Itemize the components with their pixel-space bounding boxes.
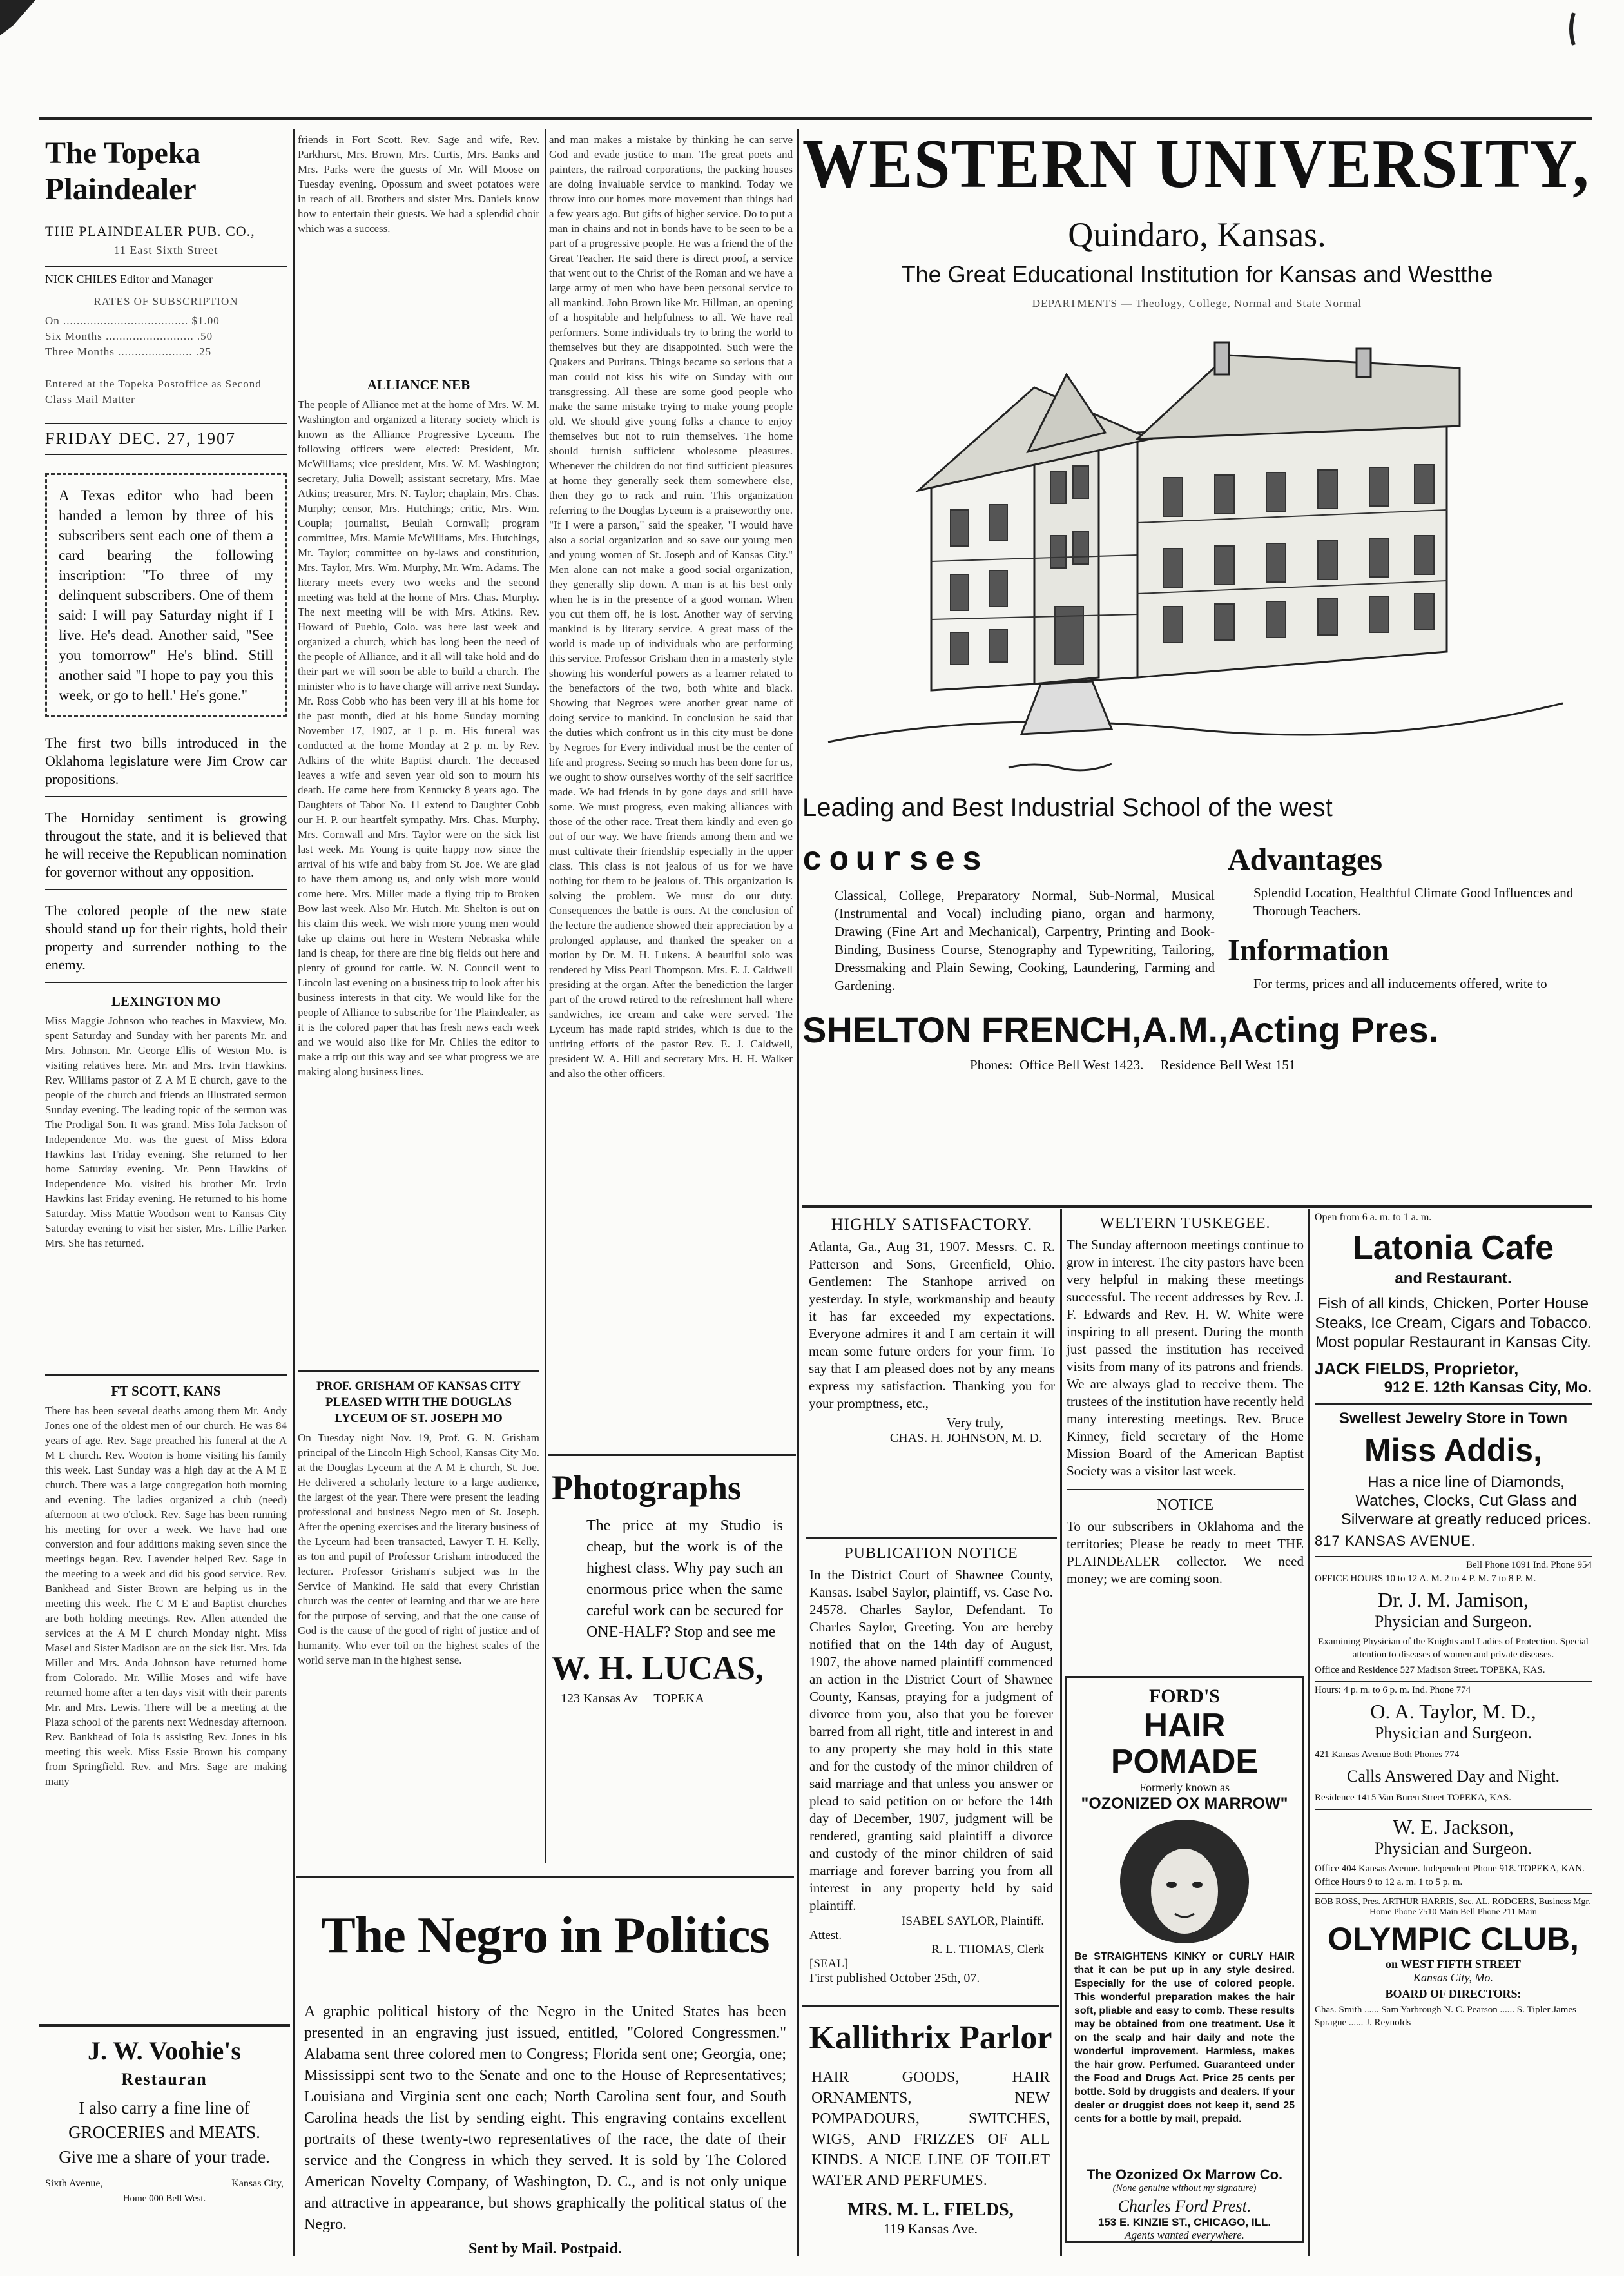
pomade-formerly: Formerly known as bbox=[1139, 1781, 1230, 1794]
latonia-proprietor: JACK FIELDS, Proprietor, bbox=[1315, 1359, 1519, 1378]
editor-line: NICK CHILES Editor and Manager bbox=[45, 266, 287, 286]
addis-tagline: Swellest Jewelry Store in Town bbox=[1339, 1410, 1568, 1427]
photographs-ad bbox=[548, 1454, 796, 1866]
notice-text: To our subscribers in Oklahoma and the territories; Please be ready to meet THE PLAINDEALER collector. We need money; we are coming soon. bbox=[1067, 1519, 1304, 1586]
advantages-text: Splendid Location, Healthful Climate Good Influences and Thorough Teachers. bbox=[1253, 885, 1574, 919]
pomade-brand: FORD'S bbox=[1148, 1686, 1220, 1707]
jackson-office: Office 404 Kansas Avenue. Independent Phone 918. TOPEKA, KAN. bbox=[1315, 1863, 1585, 1874]
jamison-name: Dr. J. M. Jamison, bbox=[1378, 1588, 1529, 1611]
satisfactory-signoff: Very truly, bbox=[946, 1415, 1003, 1430]
jamison-phones: Bell Phone 1091 Ind. Phone 954 bbox=[1466, 1560, 1592, 1570]
jamison-note: Examining Physician of the Knights and Ladies of Protection. Special attention to diseases of women and private diseases. bbox=[1318, 1637, 1589, 1660]
addis-address: 817 KANSAS AVENUE. bbox=[1315, 1533, 1476, 1549]
photographs-address: 123 Kansas Av TOPEKA bbox=[561, 1691, 704, 1706]
date-line: FRIDAY DEC. 27, 1907 bbox=[45, 423, 287, 455]
item-horniday: The Horniday sentiment is growing througout the state, and it is believed that he will receive the Republican nomination for governor without any opposition. bbox=[45, 809, 287, 890]
advantages-heading: Advantages bbox=[1228, 842, 1383, 877]
publisher-line: THE PLAINDEALER PUB. CO., bbox=[45, 223, 255, 239]
satisfactory-text: Atlanta, Ga., Aug 31, 1907. Messrs. C. R. Patterson and Sons, Greenfield, Ohio. Gentlemen: The Stanhope arrived on yesterday. In style, workmanship and beauty it has far exceeded my expectations. Everyone admires it and I am certain it will mean some future orders for your firm. To say that I am pleased does not by any means express my satisfaction. Thanking you for your promptness, etc., bbox=[809, 1239, 1055, 1411]
col2-top-text: friends in Fort Scott. Rev. Sage and wife, Rev. Parkhurst, Mrs. Brown, Mrs. Curtis, Mrs. Banks and Mrs. Parks were the guests of Mr. Will Moose on Tuesday evening. Opossum and sweet potatoes were in reach of all. Brothers and sister Mrs. Daniels know how to entertain their guests. We had a splendid choir which was a success. bbox=[298, 133, 539, 235]
hair-pomade-ad bbox=[1065, 1676, 1304, 2243]
olympic-city: Kansas City, Mo. bbox=[1413, 1971, 1493, 1984]
publication-text: In the District Court of Shawnee County, Kansas. Isabel Saylor, plaintiff, vs. Case No. 24578. Charles Saylor, Defendant. To Charles Saylor, Greeting. You are hereby notified that on the 14th day of August, 1907, the above named plaintiff commenced an action in the District Court of Shawnee County, Kansas, praying for a judgment of divorce from you, also that you be forever barred from all right, title and interest in and to any property she may hold in this state and for the custody of the minor children of said marriage and that unless you answer or plead to said petition on or before the 14th day of December, 1907, judgment will be rendered, granting said plaintiff a divorce and custody of the minor children of said marriage and forever barring you from all interest in any property held by said plaintiff. bbox=[809, 1567, 1053, 1913]
voohie-foot-left: Sixth Avenue, bbox=[45, 2178, 103, 2189]
jackson-title: Physician and Surgeon. bbox=[1374, 1839, 1532, 1858]
olympic-address: on WEST FIFTH STREET bbox=[1386, 1958, 1521, 1970]
ftscott-heading: FT SCOTT, KANS bbox=[111, 1383, 221, 1399]
column-2 bbox=[298, 132, 539, 1666]
university-phones: Phones: Office Bell West 1423. Residence Bell West 151 bbox=[970, 1057, 1296, 1073]
column-6-ads bbox=[1315, 1212, 1592, 2256]
negro-politics-title: The Negro in Politics bbox=[321, 1907, 769, 1964]
pomade-old-name: "OZONIZED OX MARROW" bbox=[1081, 1795, 1288, 1813]
lexington-text: Miss Maggie Johnson who teaches in Maxview, Mo. spent Saturday and Sunday with her parents Mr. and Mrs. Johnson. Mr. George Ellis of Weston Mo. is visiting relatives here. Mr. and Mrs. Irvin Hawkins. Rev. Williams pastor of Z A M E church, gave to the people of the church and friends an illustrated sermon Sunday evening. The leading topic of the sermon was The Prodigal Son. It was grand. Miss Iola Jackson of Independence Mo. was the guest of Miss Edora Hawkins last Friday evening. She returned to her home Saturday evening. Mr. Penn Hawkins of Independence Mo. visited his brother Mr. Irvin Hawkins last Friday evening. He returned to his home Saturday. Miss Mattie Woodson went to Kansas City Saturday evening to visit her sister, Mrs. Lillie Parker. Mrs. She has returned. bbox=[45, 1015, 287, 1249]
publication-sig2: R. L. THOMAS, Clerk bbox=[931, 1943, 1044, 1956]
western-tuskegee bbox=[1067, 1215, 1304, 1666]
olympic-officers: BOB ROSS, Pres. ARTHUR HARRIS, Sec. AL. RODGERS, Business Mgr. bbox=[1315, 1897, 1590, 1907]
item-jim-crow: The first two bills introduced in the Oklahoma legislature were Jim Crow car propositions. bbox=[45, 734, 287, 797]
university-title: WESTERN UNIVERSITY, bbox=[802, 126, 1590, 202]
taylor-hours: Hours: 4 p. m. to 6 p. m. Ind. Phone 774 bbox=[1315, 1685, 1471, 1695]
olympic-directors: Chas. Smith ...... Sam Yarbrough N. C. Pearson ...... S. Tipler James Sprague ...... J. Reynolds bbox=[1315, 2005, 1576, 2028]
tuskegee-text: The Sunday afternoon meetings continue to grow in interest. The city pastors have been very helpful in making these meetings successful. The recent addresses by Rev. J. F. Edwards and Rev. H. W. White were inspiring to all present. During the month just passed the institution has received visits from many of its patrons and friends. We are always glad to receive them. The trustees of the institution have recently held many interesting meetings. Rev. Bruce Kinney, field secretary of the Home Mission Board of the American Baptist Society was a visitor last week. bbox=[1067, 1237, 1304, 1479]
jamison-hours: OFFICE HOURS 10 to 12 A. M. 2 to 4 P. M. 7 to 8 P. M. bbox=[1315, 1573, 1536, 1584]
voohie-name: J. W. Voohie's bbox=[88, 2036, 241, 2065]
jackson-name: W. E. Jackson, bbox=[1392, 1815, 1514, 1838]
jamison-title: Physician and Surgeon. bbox=[1374, 1612, 1532, 1631]
column-rule bbox=[1308, 1209, 1310, 2256]
jamison-office: Office and Residence 527 Madison Street. TOPEKA, KAS. bbox=[1315, 1665, 1545, 1675]
column-3 bbox=[549, 132, 793, 1673]
publication-heading: PUBLICATION NOTICE bbox=[844, 1545, 1018, 1562]
taylor-address: 421 Kansas Avenue Both Phones 774 bbox=[1315, 1749, 1460, 1760]
olympic-board-heading: BOARD OF DIRECTORS: bbox=[1385, 1987, 1522, 2000]
pomade-product: HAIR POMADE bbox=[1110, 1707, 1259, 1780]
paper-title: The Topeka Plaindealer bbox=[45, 136, 201, 206]
item-colored-people: The colored people of the new state should stand up for their rights, hold their property and surrender nothing to the enemy. bbox=[45, 902, 287, 983]
latonia-open-line: Open from 6 a. m. to 1 a. m. bbox=[1315, 1212, 1432, 1223]
top-rule bbox=[39, 117, 1592, 120]
olympic-phones: Home Phone 7510 Main Bell Phone 211 Main bbox=[1369, 1907, 1537, 1917]
publication-attest: Attest. bbox=[809, 1929, 842, 1942]
acting-president: SHELTON FRENCH,A.M.,Acting Pres. bbox=[802, 1009, 1439, 1050]
university-tagline: Leading and Best Industrial School of the west bbox=[802, 793, 1333, 822]
notice-heading: NOTICE bbox=[1157, 1497, 1213, 1513]
alliance-text: The people of Alliance met at the home of Mrs. W. M. Washington and organized a literary society which is known as the Alliance Progressive Lyceum. The following officers were elected: President, Mr. McWilliams; vice president, Mrs. W. M. Washington; secretary, Julia Dowell; assistant secretary, Mrs. Mae Atkins; treasurer, Mrs. N. Taylor; chaplain, Mrs. Chas. Murphy; censor, Mrs. Hutchings; critic, Mrs. Wm. Coupla; journalist, Beulah Cornwall; program committee, Mrs. Mamie McWilliams, Mrs. Hutchings, Mr. Taylor; committee on by-laws and constitution, Mrs. Taylor, Mrs. Wm. Murphy, Mr. Wm. Adams. The literary meets every two weeks and the second meeting was held at the home of Mrs. Chas. Murphy. The next meeting will be with Mrs. Atkins. Rev. Howard of Pueblo, Colo. was here last week and organized a church, which has long been the need of the people of Alliance, and it all will take hold and do their part we will soon be able to build a church. The minister who is to have charge will arrive next Sunday. Mr. Ross Cobb who has been very ill at his home for the past month, died at his home Sunday morning November 17, 1907, at 1 p. m. His funeral was conducted at the home Monday at 2 p. m. by Rev. Adkins of the white Baptist church. The deceased leaves a wife and seven year old son to mourn his death. He came here from Kentucky 8 years ago. The Daughters of Tabor No. 11 extend to Daughter Cobb our H. P. our heartfelt sympathy. Mrs. Chas. Murphy, Mrs. Cornwall and Mrs. Taylor were on the sick list last week. Mr. Young is quite happy now since the arrival of his wife and baby from St. Joe. We are glad to have them among us, and only wish more would come here. Mrs. Miller made a flying trip to Broken Bow last week. Also Mr. Hutch. Mr. Shelton is out on his claim this week. We wish more young men would take up claims out here in Western Nebraska while land is cheap, for there are fine big fields out here and plenty of ground for cattle. W. N. Council went to Lincoln last evening on a business trip to look after his business interests in that city. We would like for the people of Alliance to subscribe for The Plaindealer, as it is the colored paper that has fresh news each week and we would also like for Mr. Chiles the editor to make a trip out this way and see what progress we are making along business lines. bbox=[298, 398, 539, 1078]
edge-mark bbox=[1567, 10, 1580, 48]
negro-politics-footer: Sent by Mail. Postpaid. bbox=[468, 2241, 623, 2257]
pomade-company-note: (None genuine without my signature) bbox=[1112, 2183, 1257, 2193]
pomade-agents: Agents wanted everywhere. bbox=[1125, 2229, 1244, 2241]
boxed-story: A Texas editor who had been handed a lemon by three of his subscribers sent each one of them a card bearing the following inscription: "To three of my delinquent subscribers. One of them said: I will pay Saturday night if I live. He's dead. Another said, "See you tomorrow" He's blind. Still another said "I hope to pay you this week, or go to hell.' He's gone." bbox=[45, 473, 287, 717]
kallithrix-ad bbox=[802, 2005, 1059, 2256]
publication-sig1: ISABEL SAYLOR, Plaintiff. bbox=[902, 1914, 1044, 1928]
voohie-sub: Restauran bbox=[121, 2070, 208, 2088]
alliance-heading: ALLIANCE NEB bbox=[367, 377, 470, 393]
address-line: 11 East Sixth Street bbox=[113, 244, 218, 257]
university-location: Quindaro, Kansas. bbox=[1068, 215, 1326, 254]
latonia-text: Fish of all kinds, Chicken, Porter House Steaks, Ice Cream, Cigars and Tobacco. Most popular Restaurant in Kansas City. bbox=[1315, 1295, 1592, 1351]
voohie-phone: Home 000 Bell West. bbox=[122, 2193, 206, 2204]
taylor-residence: Residence 1415 Van Buren Street TOPEKA, KAS. bbox=[1315, 1793, 1511, 1803]
taylor-calls: Calls Answered Day and Night. bbox=[1346, 1767, 1560, 1785]
kallithrix-name: Kallithrix Parlor bbox=[809, 2019, 1052, 2056]
taylor-name: O. A. Taylor, M. D., bbox=[1370, 1700, 1536, 1723]
university-building-illustration bbox=[802, 316, 1592, 781]
voohie-foot-right: Kansas City, bbox=[231, 2178, 284, 2189]
pomade-company: The Ozonized Ox Marrow Co. bbox=[1086, 2166, 1283, 2183]
satisfactory-heading: HIGHLY SATISFACTORY. bbox=[831, 1215, 1033, 1234]
kallithrix-text: HAIR GOODS, HAIR ORNAMENTS, NEW POMPADOURS, SWITCHES, WIGS, AND FRIZZES OF ALL KINDS. A NICE LINE OF TOILET WATER AND PERFUMES. bbox=[811, 2069, 1050, 2189]
photographs-heading: Photographs bbox=[552, 1468, 742, 1507]
university-subtitle: The Great Educational Institution for Kansas and Westthe bbox=[901, 261, 1493, 287]
pomade-text: Be STRAIGHTENS KINKY or CURLY HAIR that it can be put up in any style desired. Especially for the use of colored people. This wonderful preparation makes the hair soft, pliable and easy to comb. These results may be obtained from one treatment. Use it on the scalp and hair daily and note the wonderful improvement. Harmless, makes the hair grow. Perfumed. Guaranteed under the Food and Drugs Act. Price 25 cents per bottle. Sold by druggists and dealers. If your dealer or druggist does not keep it, send 25 cents for a bottle by mail, prepaid. bbox=[1074, 1951, 1295, 2125]
tuskegee-heading: WELTERN TUSKEGEE. bbox=[1099, 1215, 1271, 1232]
kallithrix-owner: MRS. M. L. FIELDS, bbox=[847, 2200, 1014, 2220]
latonia-name: Latonia Cafe bbox=[1352, 1229, 1554, 1267]
rates-table: On ..................................... $1.00 Six Months .......................... .50 Three Months ...................... .25 bbox=[45, 315, 220, 358]
addis-name: Miss Addis, bbox=[1364, 1432, 1542, 1468]
voohie-ad bbox=[39, 2024, 290, 2256]
column-rule bbox=[545, 129, 546, 1863]
information-heading: Information bbox=[1228, 933, 1389, 968]
jackson-hours: Office Hours 9 to 12 a. m. 1 to 5 p. m. bbox=[1315, 1877, 1463, 1887]
photographs-name: W. H. LUCAS, bbox=[552, 1650, 764, 1687]
lexington-heading: LEXINGTON MO bbox=[111, 993, 221, 1009]
negro-politics-article bbox=[296, 1876, 794, 2256]
rates-heading: RATES OF SUBSCRIPTION bbox=[93, 295, 238, 307]
courses-text: Classical, College, Preparatory Normal, Sub-Normal, Musical (Instrumental and Vocal) including piano, organ and harmony, Drawing (Fine Art and Mechanical), Carpentry, Printing and Book-Binding, Business Course, Stenography and Typewriting, Tailoring, Dressmaking and Plain Sewing, Cooking, Laundering, Farming and Gardening. bbox=[835, 888, 1215, 993]
addis-text: Has a nice line of Diamonds, Watches, Clocks, Cut Glass and Silverware at greatly reduced prices. bbox=[1340, 1474, 1592, 1528]
grisham-heading: PROF. GRISHAM OF KANSAS CITY PLEASED WITH THE DOUGLAS LYCEUM OF ST. JOSEPH MO bbox=[316, 1379, 521, 1425]
courses-heading: courses bbox=[802, 842, 989, 880]
column-1 bbox=[45, 135, 287, 2256]
satisfactory-signature: CHAS. H. JOHNSON, M. D. bbox=[889, 1431, 1042, 1445]
photographs-text: The price at my Studio is cheap, but the work is of the highest class. Why pay such an enormous price when the same careful work can be secured for ONE-HALF? Stop and see me bbox=[586, 1517, 783, 1640]
western-university-ad bbox=[802, 126, 1592, 1202]
university-departments: DEPARTMENTS — Theology, College, Normal and State Normal bbox=[1032, 297, 1362, 309]
university-bottom-rule bbox=[802, 1205, 1592, 1208]
portrait-illustration bbox=[1075, 1817, 1294, 1946]
col3-text: and man makes a mistake by thinking he can serve God and evade justice to man. The great poets and painters, the railroad corporations, the packing houses are doing invaluable service to mankind. Today we throw into our homes more movement than things had a few years ago. But gifts of higher service. Do to put a man in chains and not in bonds have to be seen to be a part of a progressive people. He was a friend the of the Great Teacher. He said there is direct proof, a service that went out to the Christ of the Roman and we have a large army of men who have been personal service to all mankind. John Brown like Mr. Hillman, an opening of a hospitable and helpfulness to all. We have real performers. Some individuals try to bring the world to themselves but they are disappointed. Such were the Quakers and Puritans. Things became so serious that a man could not kiss his wife on Sunday with out transgressing. All these are some good people who make the same mistake trying to make young people old. We should give young folks a chance to enjoy themselves but not to ruin themselves. The home should furnish sufficient wholesome pleasures. Whenever the children do not find sufficient pleasures at home they generally seek them somewhere else, then they go to rack and ruin. This organization referring to the Douglas Lyceum is a praiseworthy one. "If I were a parson," said the speaker, "I would have also a social organization and so save our young men and young women of St. Joseph and of Kansas City." Men alone can not make a good social organization, they generally slip down. A man is at his best only when he is in the presence of a good woman. When you cut them off, he is lost. Another way of serving mankind is by literary service. A great mass of the world is made up of individuals who are performing this service. Professor Grisham then in a masterly style showing his wonderful powers as a learner related to the benefactors of the two, both white and black. Showing that Negroes were another great name of doing service to mankind. In conclusion he said that the duties which confront us in this city must be done by Negroes for Every individual must be the center of life and progress. Seeing so much has been done for us, we ought to show ourselves worthy of the self sacrifice made. We had friends in by gone days and still have some. We must progress, even making alliances with those of the other race. Treat them kindly and even go out of our way. We have friends among them and we must cultivate their friendship especially in the upper class. This class is not jealous of us for we have nothing for them to be jealous of. This organization is solving the problem. We must do our duty. Consequences the battle is ours. At the conclusion of the lecture the audience showed their appreciation by a prolonged applause, and thanked the speaker on a motion by Dr. M. H. Lukens. A beautiful solo was rendered by Miss Pearl Thompson. Mrs. E. J. Caldwell presiding at the organ. After the benediction the larger part of the crowd retired to the refreshment hall where sandwiches, ice cream and cake were served. The Lyceum has made rapid strides, which is due to the untiring efforts of the pastor Rev. E. J. Caldwell, president W. A. Hill and secretary Mrs. H. H. Walker and also the other officers. bbox=[549, 133, 793, 1080]
kallithrix-address: 119 Kansas Ave. bbox=[883, 2221, 978, 2237]
pomade-signature: Charles Ford Prest. bbox=[1117, 2197, 1252, 2215]
voohie-text: I also carry a fine line of GROCERIES and MEATS. Give me a share of your trade. bbox=[59, 2098, 270, 2166]
latonia-sub: and Restaurant. bbox=[1395, 1270, 1512, 1287]
corner-smudge bbox=[0, 0, 39, 39]
column-rule bbox=[797, 129, 799, 2256]
latonia-address: 912 E. 12th Kansas City, Mo. bbox=[1384, 1379, 1592, 1396]
column-rule bbox=[293, 129, 295, 2256]
publication-seal: [SEAL] bbox=[809, 1957, 849, 1970]
publication-published: First published October 25th, 07. bbox=[809, 1971, 980, 1985]
information-text: For terms, prices and all inducements offered, write to bbox=[1253, 976, 1547, 991]
publication-notice bbox=[806, 1537, 1057, 2001]
ftscott-text: There has been several deaths among them Mr. Andy Jones one of the oldest men of our church. He was 84 years of age. Rev. Sage preached his funeral at the A M E church. Rev. Wooton is home visiting his family this week. Last Sunday was a high day at the A M E church. There was a large congregation both morning and evening. The ladies organized a club (need) afternoon at two o'clock. Rev. Sage has been running his meeting for over a week. We have had one conversion and four additions making seven since the meetings began. Rev. Lavender helped Rev. Sage in the meeting to a week and did his good service. Rev. Bankhead and Sister Brown are helping us in the meeting this week. The C M E and Baptist churches are both holding meetings. Rev. Allen attended the services at the A M E church Monday night. Miss Masel and Sister Madison are on the sick list. Mrs. Ida Miller and Mrs. Anda Johnson have returned home from Colorado. Mr. Willie Moses and wife have returned home after a ten days visit with their parents Mr. and Mrs. Lewis. There will be a meeting at the Plaza school of the parents next Wednesday afternoon. Rev. Bankhead of Iola is assisting Rev. Jones in his meeting this week. Miss Essie Brown his company from Springfield. Rev. and Mrs. Sage are making many bbox=[45, 1405, 287, 1787]
entered-line: Entered at the Topeka Postoffice as Second Class Mail Matter bbox=[45, 378, 262, 405]
taylor-title: Physician and Surgeon. bbox=[1374, 1724, 1532, 1742]
column-rule bbox=[1060, 1209, 1062, 2256]
grisham-text: On Tuesday night Nov. 19, Prof. G. N. Grisham principal of the Lincoln High School, Kansas City Mo. at the Douglas Lyceum at the A M E church, St. Joe. He delivered a scholarly lecture to a large audience, the largest of the year. There were present the leading professional and business Negro men of St. Joseph. After the opening exercises and the literary business of the Lyceum had been transacted, Lawyer T. H. Kelly, as ton and pupil of Professor Grisham introduced the lecturer. Professor Grisham's subject was In the Service of Mankind. He said that every Christian church was the center of learning and that we are here for the purpose of serving, and that the one cause of God is the cause of the good of right of justice and of humanity. Who ever toil on the highest scales of the world serve man in the highest sense. bbox=[298, 1432, 539, 1666]
highly-satisfactory bbox=[809, 1215, 1055, 1537]
pomade-address: 153 E. KINZIE ST., CHICAGO, ILL. bbox=[1097, 2216, 1271, 2228]
olympic-name: OLYMPIC CLUB, bbox=[1328, 1921, 1579, 1957]
negro-politics-text: A graphic political history of the Negro in the United States has been presented in an engraving just issued, entitled, "Colored Congressmen." Alabama sent three colored men to Congress; Florida sent one; Georgia, one; Mississippi sent two to the Senate and one to the House of Representatives; Louisiana and Virginia sent one each; North Carolina sent four, and South Carolina heads the list by sending eight. This engraving contains excellent portraits of these twenty-two representatives of the race, the date of their service and the Congress in which they served. It is sold by The Colored American Novelty Company, of Washington, D. C., and is not only unique and attractive in appearance, but shows graphically the political status of the Negro. bbox=[304, 2003, 786, 2233]
